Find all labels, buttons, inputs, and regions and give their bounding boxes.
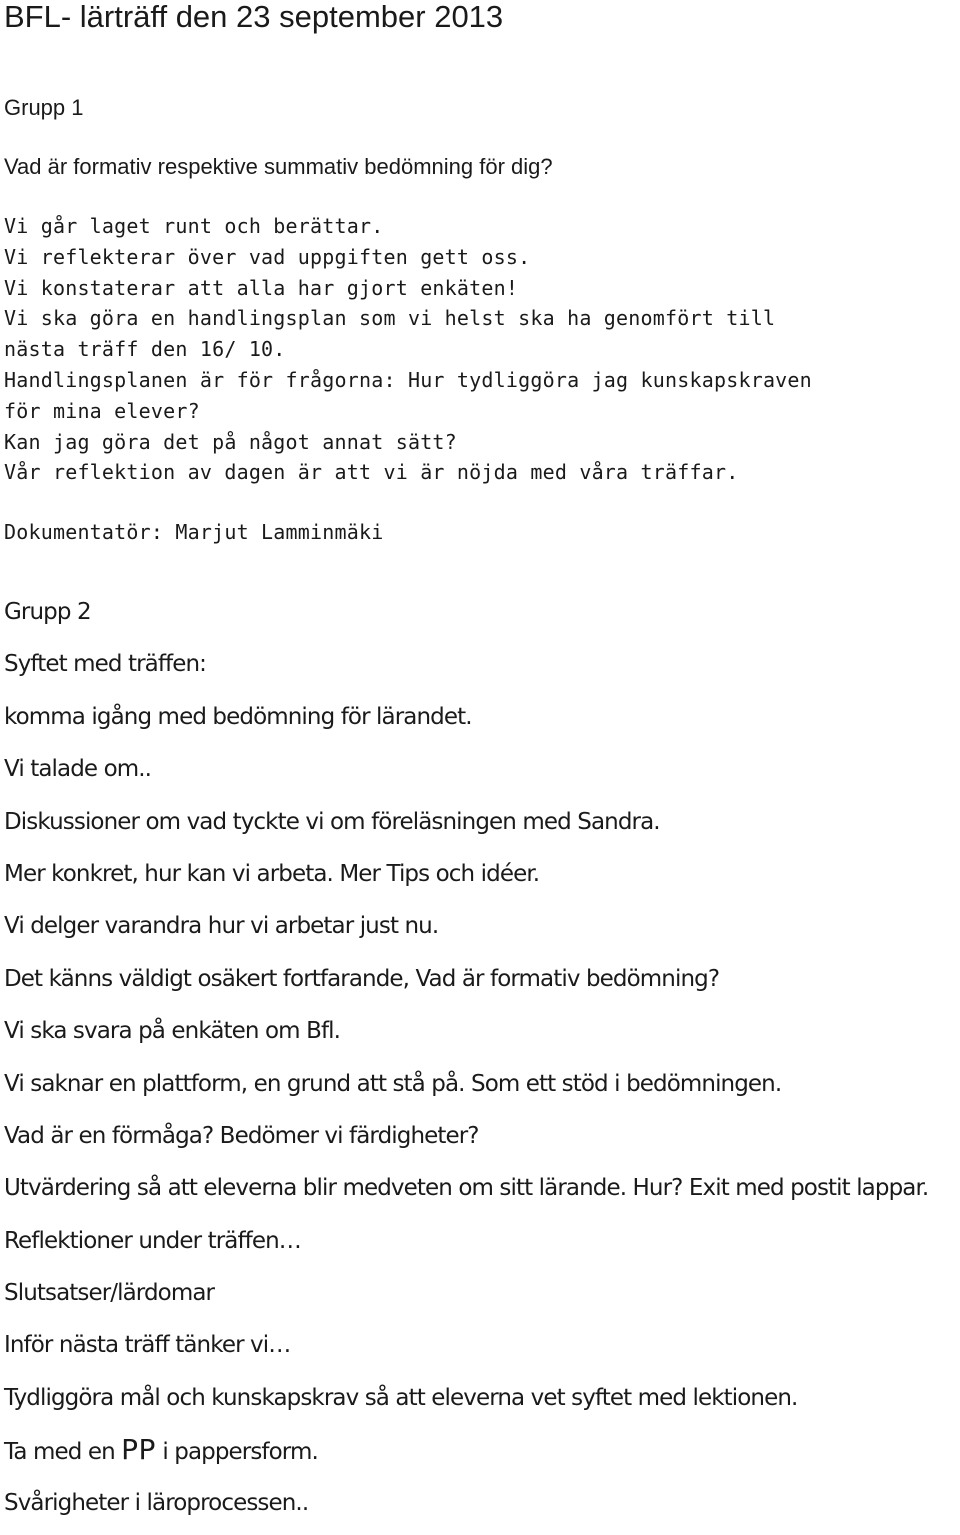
group1-line: för mina elever?: [4, 398, 200, 423]
group1-line: nästa träff den 16/ 10.: [4, 337, 286, 362]
group2-line: Vi saknar en plattform, en grund att stå på. Som ett stöd i bedömningen.: [4, 1070, 782, 1097]
group1-line: Vi reflekterar över vad uppgiften gett oss.: [4, 244, 531, 269]
pp-line-before: Ta med en: [4, 1439, 122, 1466]
group2-heading: Grupp 2: [4, 599, 91, 625]
group2-line: Mer konkret, hur kan vi arbeta. Mer Tips och idéer.: [4, 860, 540, 887]
group2-line: Vi delger varandra hur vi arbetar just nu.: [4, 913, 439, 940]
group1-heading: Grupp 1: [4, 95, 84, 120]
group2-line: Diskussioner om vad tyckte vi om föreläsningen med Sandra.: [4, 808, 660, 835]
group1-line: Handlingsplanen är för frågorna: Hur tydliggöra jag kunskapskraven: [4, 367, 812, 392]
pp-line-after: i pappersform.: [155, 1439, 318, 1466]
group2-line: Syftet med träffen:: [4, 651, 207, 678]
group2-line: Utvärdering så att eleverna blir medveten om sitt lärande. Hur? Exit med postit lappar.: [4, 1175, 929, 1202]
group2-line: Reflektioner under träffen…: [4, 1227, 301, 1254]
group2-notes: [4, 592, 928, 1535]
group1-line: Vi ska göra en handlingsplan som vi helst ska ha genomfört till: [4, 306, 776, 331]
group2-last-line: Svårigheter i läroprocessen..: [4, 1489, 309, 1516]
group2-line: Slutsatser/lärdomar: [4, 1280, 215, 1307]
group1-documentator: Dokumentatör: Marjut Lamminmäki: [4, 520, 384, 544]
group1-line: Vi går laget runt och berättar.: [4, 214, 384, 238]
group2-line: Vad är en förmåga? Bedömer vi färdigheter?: [4, 1122, 479, 1149]
document-title: BFL- lärträff den 23 september 2013: [4, 0, 504, 34]
pp-abbreviation: PP: [121, 1433, 156, 1467]
group2-line: Vi ska svara på enkäten om Bfl.: [4, 1018, 341, 1045]
group1-notes: [4, 211, 812, 488]
group2-line: Vi talade om..: [4, 756, 152, 783]
group1-line: Vi konstaterar att alla har gjort enkäten!: [4, 275, 519, 300]
group1-line: Kan jag göra det på något annat sätt?: [4, 429, 457, 454]
group1-question: Vad är formativ respektive summativ bedömning för dig?: [4, 154, 553, 179]
group2-line: Det känns väldigt osäkert fortfarande, Vad är formativ bedömning?: [4, 965, 720, 992]
group1-line: Vår reflektion av dagen är att vi är nöjda med våra träffar.: [4, 460, 739, 485]
group2-line: Inför nästa träff tänker vi…: [4, 1332, 291, 1359]
group2-line: komma igång med bedömning för lärandet.: [4, 703, 472, 730]
group2-line: Tydliggöra mål och kunskapskrav så att eleverna vet syftet med lektionen.: [4, 1384, 798, 1411]
group2-pp-line: [4, 1430, 928, 1482]
